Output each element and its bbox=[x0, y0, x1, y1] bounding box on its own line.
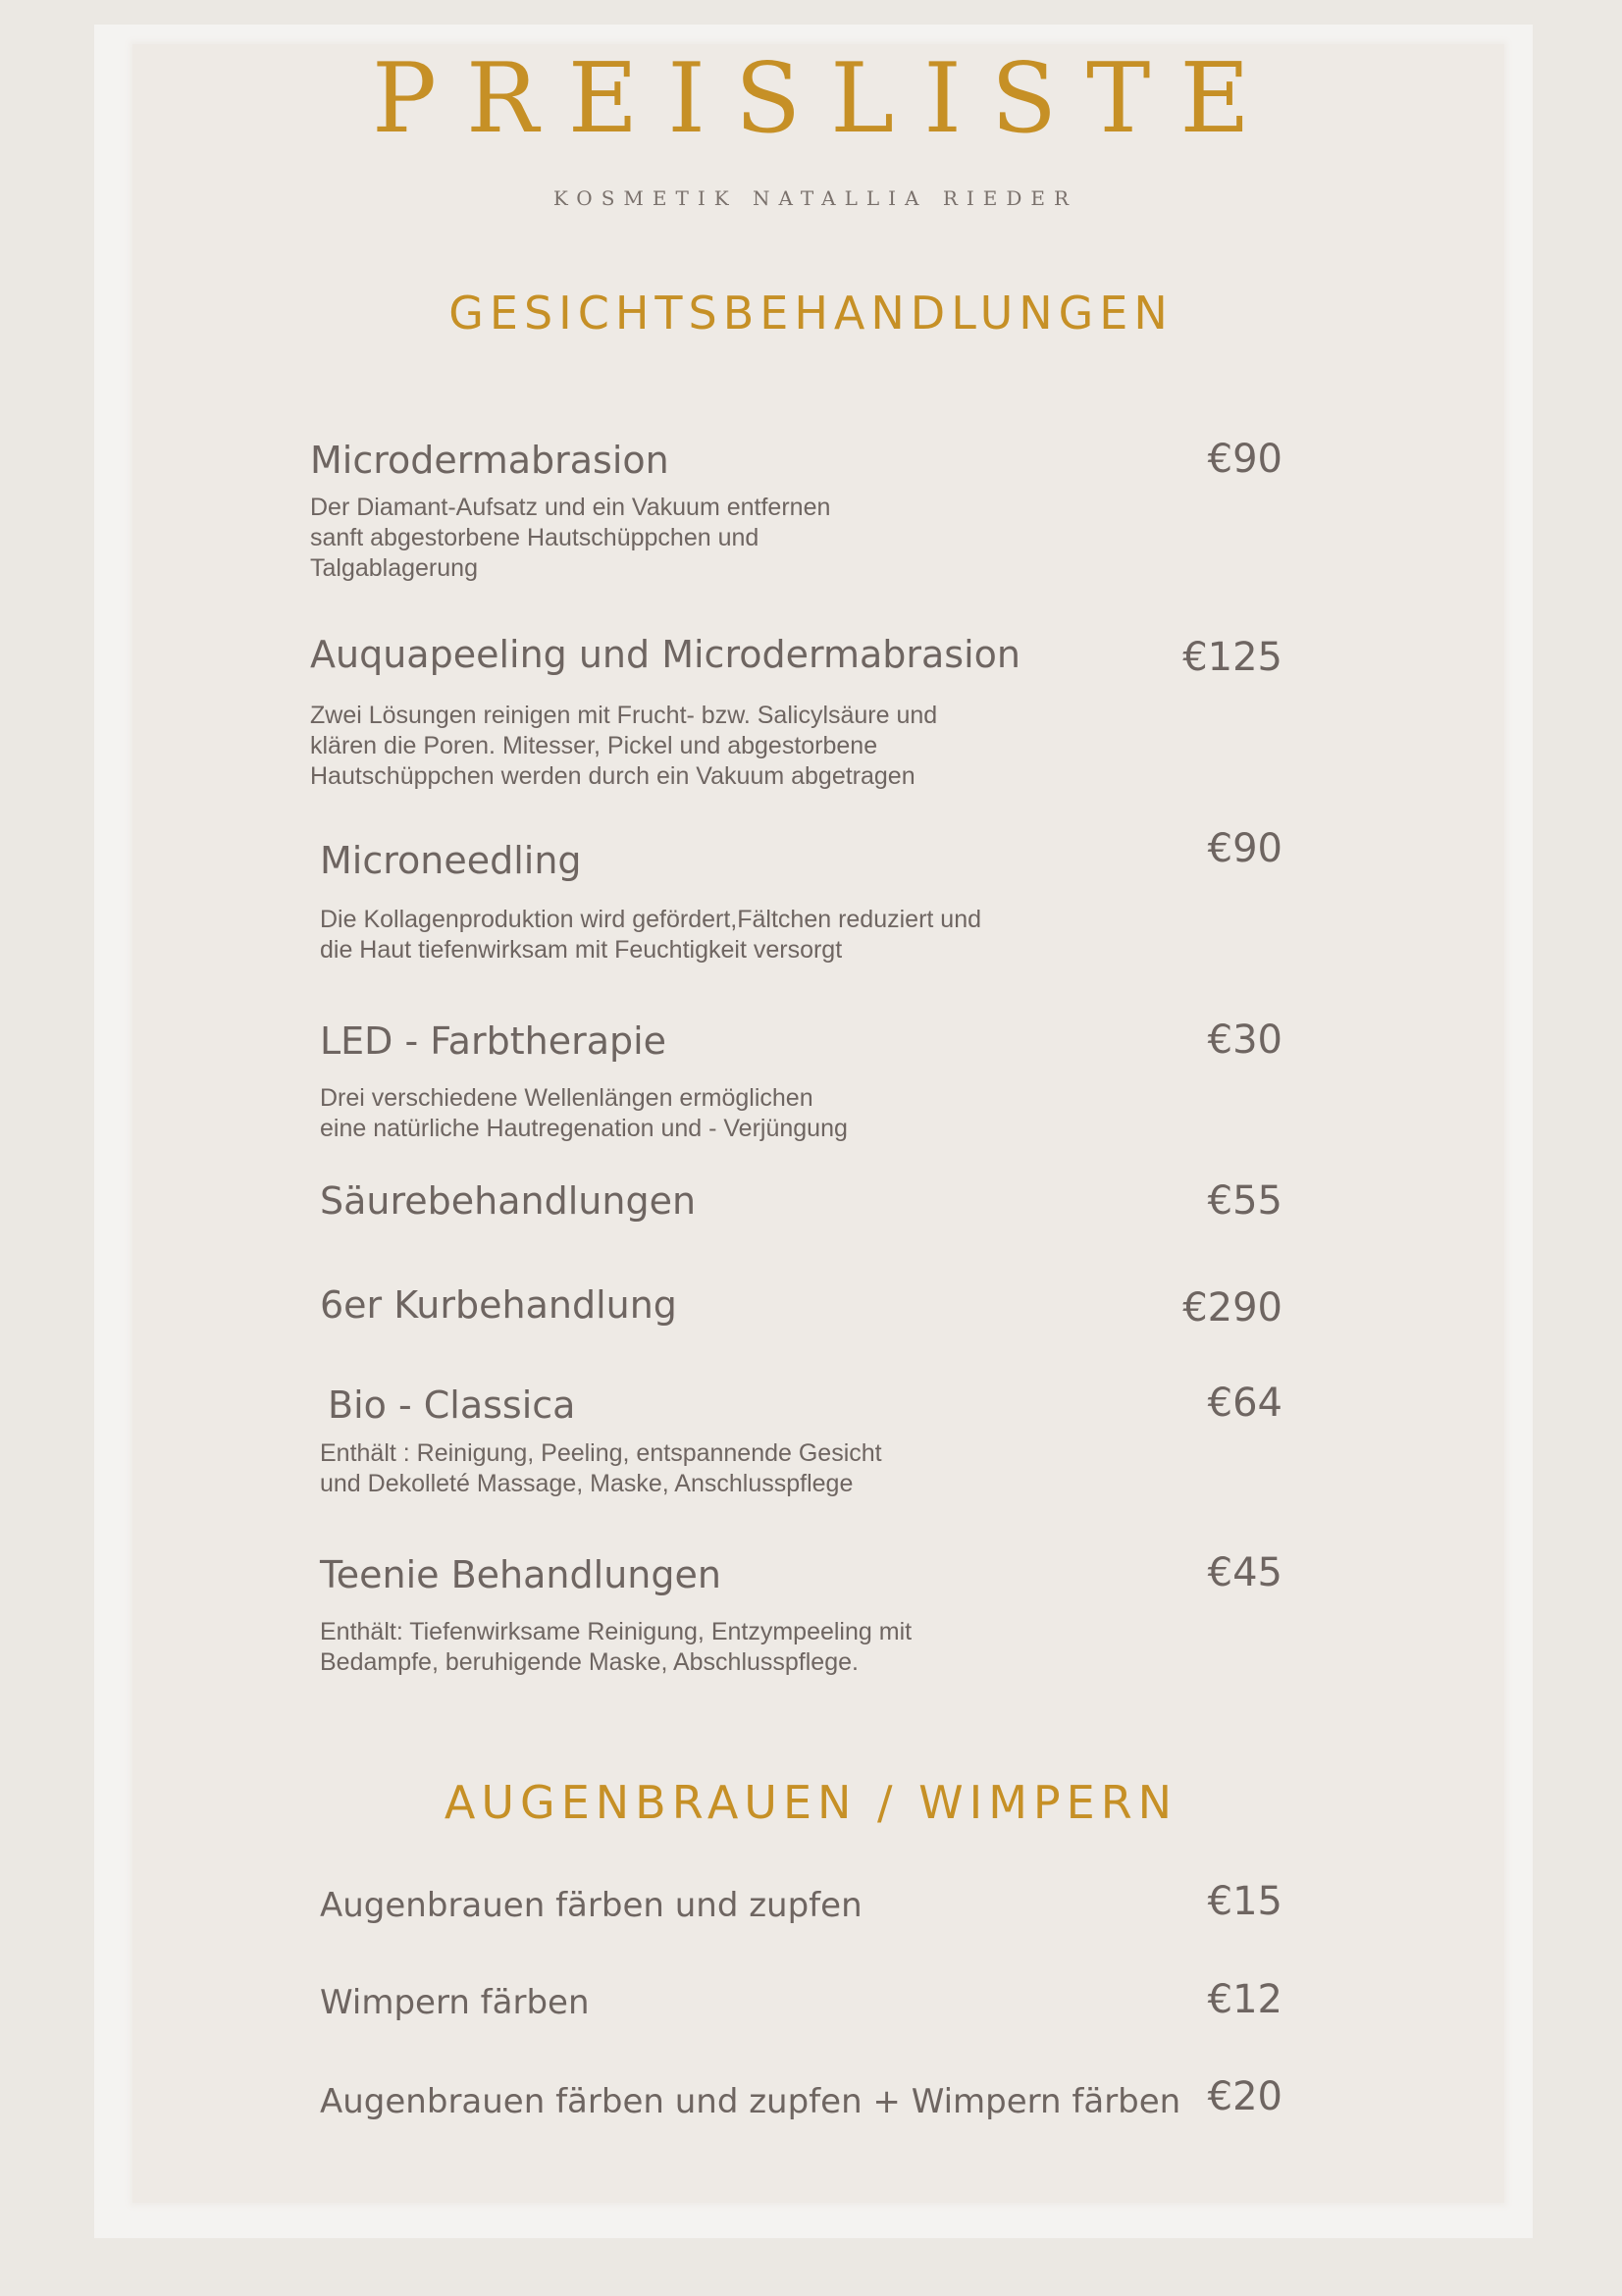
item-desc-bio-classica: Enthält : Reinigung, Peeling, entspannende Gesicht und Dekolleté Massage, Maske, Anschlusspflege bbox=[320, 1439, 882, 1497]
item-name-microdermabrasion: Microdermabrasion bbox=[310, 439, 669, 482]
item-desc-microneedling: Die Kollagenproduktion wird gefördert,Fältchen reduziert und die Haut tiefenwirksam mit Feuchtigkeit versorgt bbox=[320, 906, 981, 964]
item-price-auquapeeling: €125 bbox=[1182, 635, 1282, 680]
item-name-auquapeeling: Auquapeeling und Microdermabrasion bbox=[310, 633, 1020, 676]
item-name-kurbehandlung: 6er Kurbehandlung bbox=[320, 1283, 677, 1327]
item-price-microneedling: €90 bbox=[1207, 826, 1282, 871]
item-name-bio-classica: Bio - Classica bbox=[328, 1383, 576, 1427]
item-name-wimpern: Wimpern färben bbox=[320, 1983, 590, 2022]
item-price-teenie: €45 bbox=[1207, 1550, 1282, 1595]
item-price-wimpern: €12 bbox=[1207, 1977, 1282, 2022]
item-desc-microdermabrasion: Der Diamant-Aufsatz und ein Vakuum entfernen sanft abgestorbene Hautschüppchen und Talgablagerung bbox=[310, 494, 831, 582]
item-desc-led-farbtherapie: Drei verschiedene Wellenlängen ermöglichen eine natürliche Hautregenation und - Verjüngung bbox=[320, 1084, 848, 1142]
item-name-teenie: Teenie Behandlungen bbox=[320, 1553, 721, 1596]
item-price-microdermabrasion: €90 bbox=[1207, 437, 1282, 482]
section-title-gesicht: GESICHTSBEHANDLUNGEN bbox=[448, 287, 1174, 339]
item-price-led-farbtherapie: €30 bbox=[1207, 1018, 1282, 1063]
section-title-augen: AUGENBRAUEN / WIMPERN bbox=[444, 1776, 1178, 1829]
page-title: PREISLISTE bbox=[372, 43, 1280, 155]
item-name-saeurebehandlungen: Säurebehandlungen bbox=[320, 1179, 697, 1223]
item-price-augenbrauen-wimpern: €20 bbox=[1207, 2074, 1282, 2119]
item-price-saeurebehandlungen: €55 bbox=[1207, 1178, 1282, 1224]
item-price-bio-classica: €64 bbox=[1207, 1381, 1282, 1426]
item-desc-auquapeeling: Zwei Lösungen reinigen mit Frucht- bzw. Salicylsäure und klären die Poren. Mitesser, Pickel und abgestorbene Hautschüppchen werden durch ein Vakuum abgetragen bbox=[310, 702, 938, 790]
item-name-augenbrauen-wimpern: Augenbrauen färben und zupfen + Wimpern färben bbox=[320, 2082, 1181, 2121]
item-price-kurbehandlung: €290 bbox=[1182, 1285, 1282, 1331]
item-name-led-farbtherapie: LED - Farbtherapie bbox=[320, 1019, 667, 1063]
item-name-microneedling: Microneedling bbox=[320, 839, 582, 882]
item-name-augenbrauen: Augenbrauen färben und zupfen bbox=[320, 1886, 863, 1925]
item-price-augenbrauen: €15 bbox=[1207, 1879, 1282, 1924]
page-subtitle: KOSMETIK NATALLIA RIEDER bbox=[552, 186, 1078, 210]
item-desc-teenie: Enthält: Tiefenwirksame Reinigung, Entzympeeling mit Bedampfe, beruhigende Maske, Abschlusspflege. bbox=[320, 1618, 913, 1676]
